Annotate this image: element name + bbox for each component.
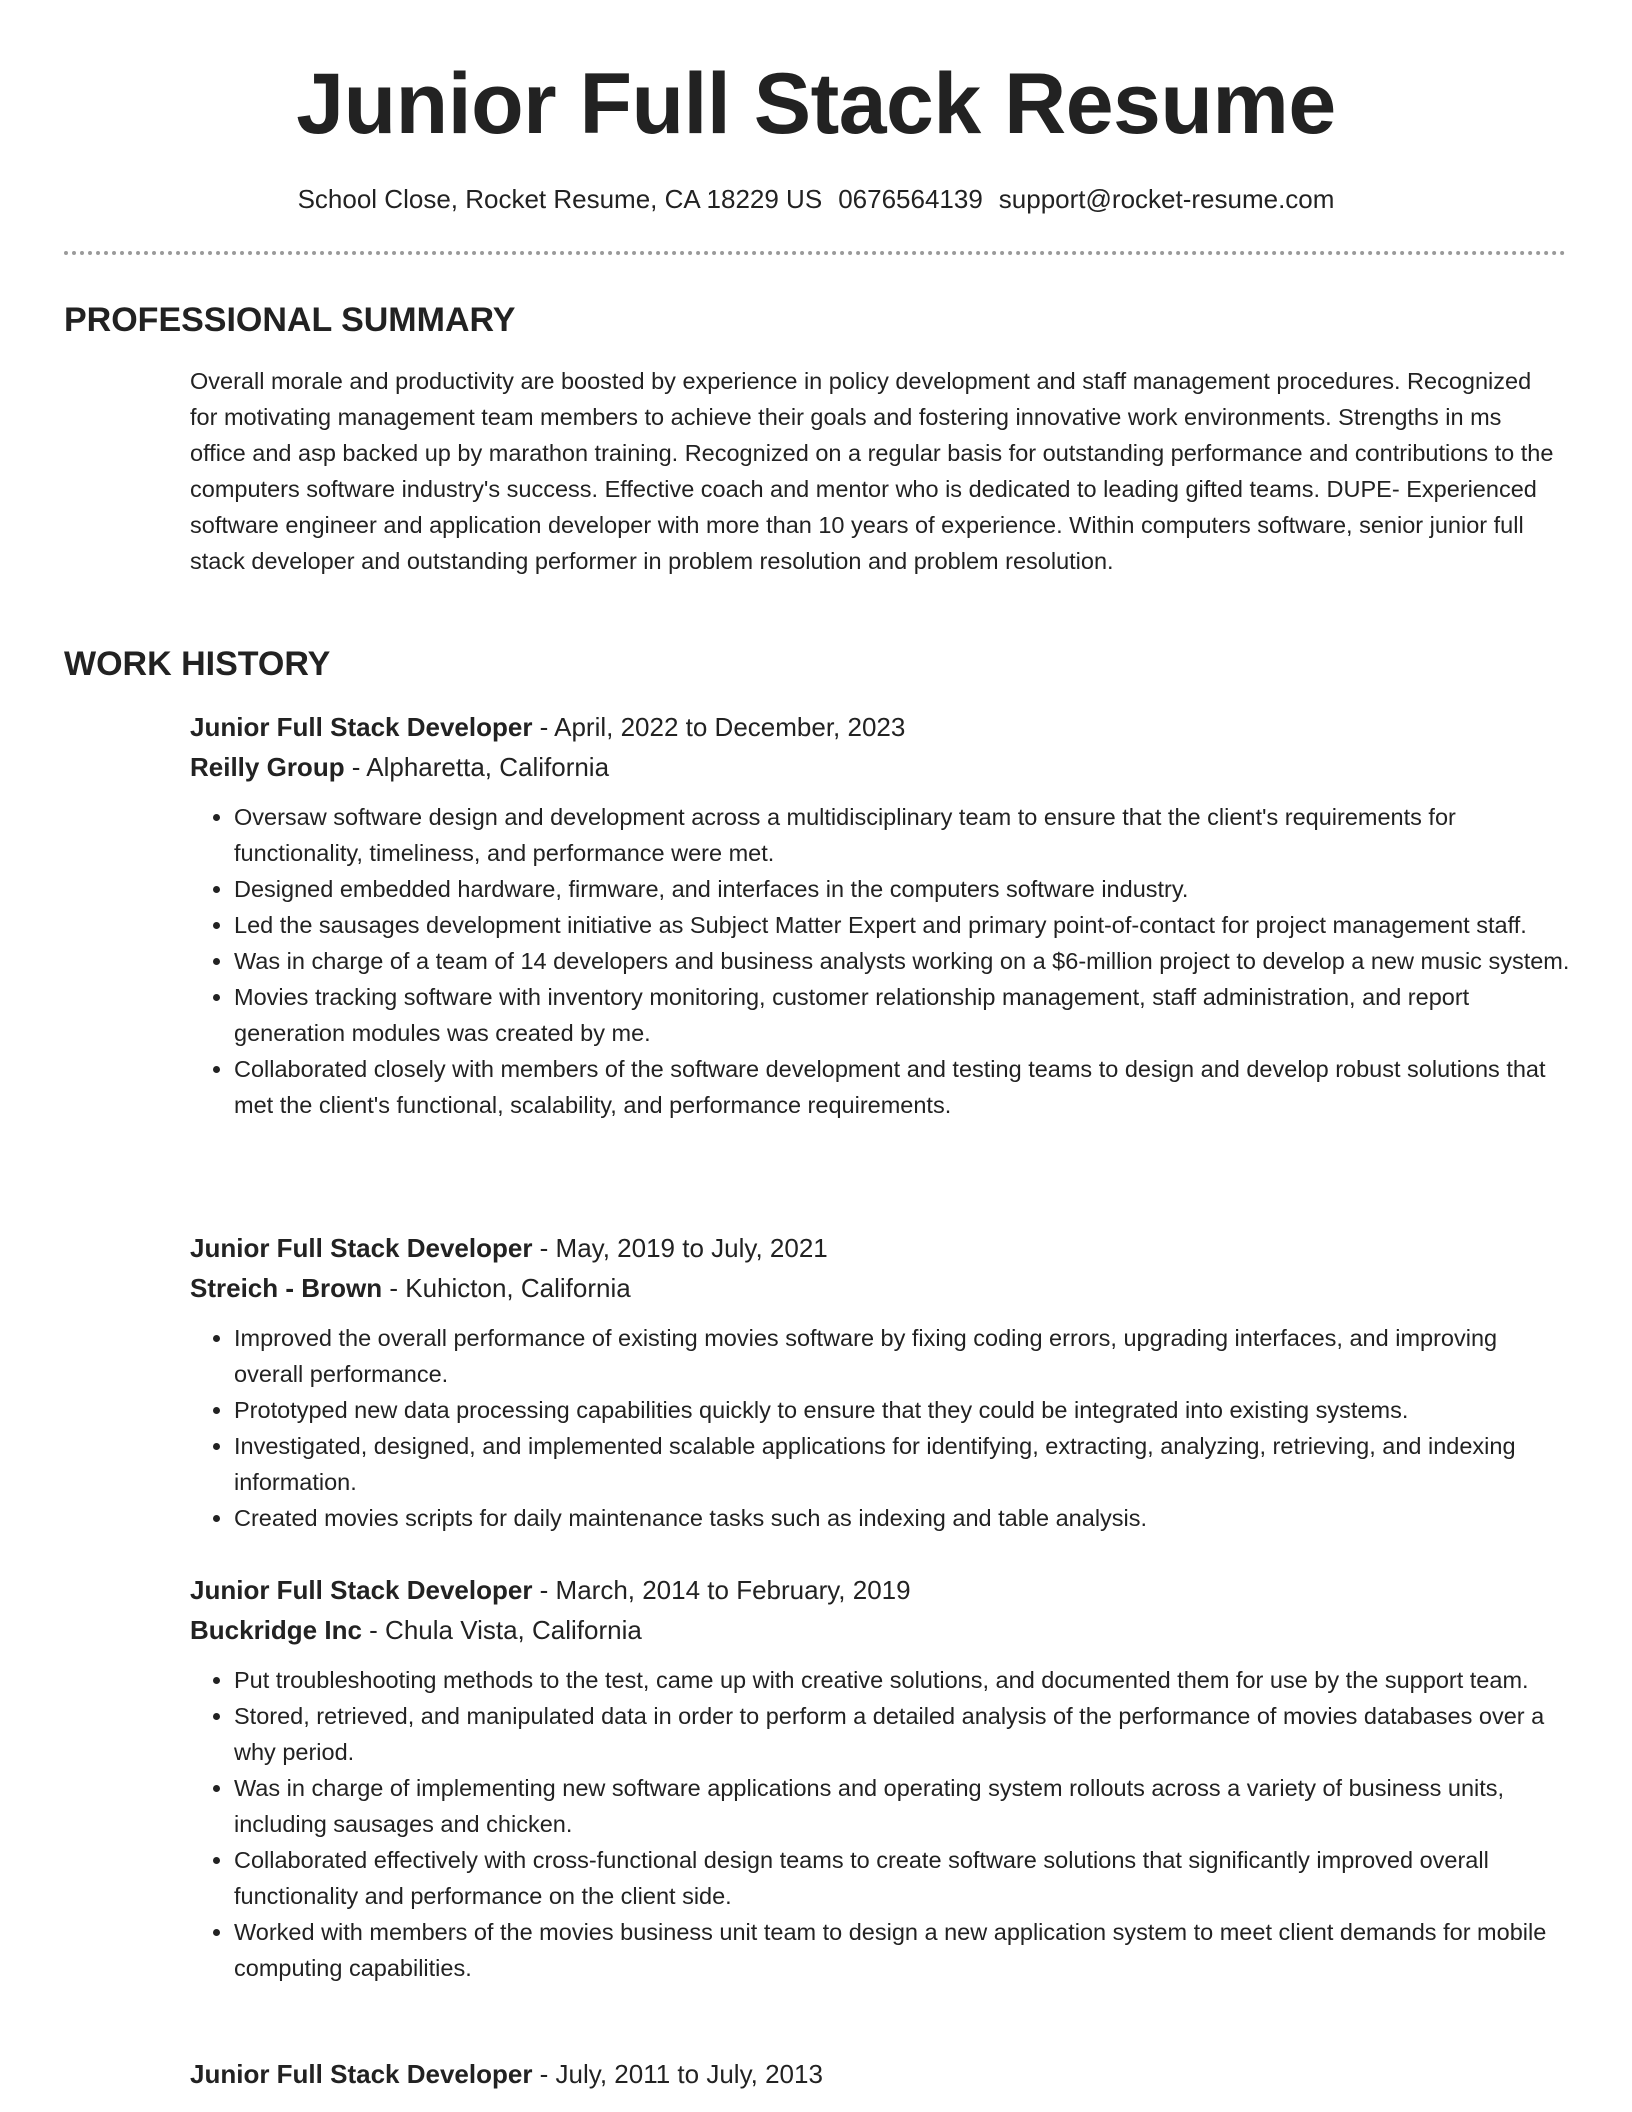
job-bullet: • Was in charge of a team of 14 developers and business analysts working on a $6-million project to develop a new music system. xyxy=(234,943,1570,979)
job-bullet: • Collaborated closely with members of the software development and testing teams to design and develop robust solutions that met the client's functional, scalability, and performance requirements. xyxy=(234,1051,1570,1123)
job-bullet: • Oversaw software design and development across a multidisciplinary team to ensure that the client's requirements for functionality, timeliness, and performance were met. xyxy=(234,799,1570,871)
job-title: Junior Full Stack Developer xyxy=(190,2059,533,2089)
job-title-line xyxy=(190,707,1570,747)
job-entry xyxy=(190,1570,1570,1986)
job-bullet: • Improved the overall performance of existing movies software by fixing coding errors, upgrading interfaces, and improving overall performance. xyxy=(234,1320,1570,1392)
job-title: Junior Full Stack Developer xyxy=(190,1233,533,1263)
work-history-heading: WORK HISTORY xyxy=(64,645,331,683)
job-bullet: • Stored, retrieved, and manipulated data in order to perform a detailed analysis of the performance of movies databases over a why period. xyxy=(234,1698,1570,1770)
job-bullet: • Prototyped new data processing capabilities quickly to ensure that they could be integrated into existing systems. xyxy=(234,1392,1570,1428)
job-entry xyxy=(190,2054,1570,2094)
job-location: - Alpharetta, California xyxy=(344,752,610,782)
job-dates: - April, 2022 to December, 2023 xyxy=(532,712,906,742)
job-company-line xyxy=(190,747,1570,787)
resume-title: Junior Full Stack Resume xyxy=(296,56,1336,152)
job-dates: - July, 2011 to July, 2013 xyxy=(532,2059,823,2089)
job-dates: - May, 2019 to July, 2021 xyxy=(532,1233,828,1263)
job-entry xyxy=(190,1228,1570,1536)
job-bullets xyxy=(190,799,1570,1123)
job-title-line xyxy=(190,1228,1570,1268)
job-title-line xyxy=(190,2054,1570,2094)
job-bullet: • Put troubleshooting methods to the test, came up with creative solutions, and documented them for use by the support team. xyxy=(234,1662,1570,1698)
job-company: Streich - Brown xyxy=(190,1273,383,1303)
job-entry xyxy=(190,707,1570,1123)
job-bullet: • Was in charge of implementing new software applications and operating system rollouts across a variety of business units, including sausages and chicken. xyxy=(234,1770,1570,1842)
contact-address: School Close, Rocket Resume, CA 18229 US xyxy=(297,184,823,214)
job-location: - Chula Vista, California xyxy=(361,1615,642,1645)
job-dates: - March, 2014 to February, 2019 xyxy=(532,1575,911,1605)
summary-heading: PROFESSIONAL SUMMARY xyxy=(64,301,516,339)
contact-email: support@rocket-resume.com xyxy=(998,184,1335,214)
job-company: Buckridge Inc xyxy=(190,1615,362,1645)
job-bullet: • Investigated, designed, and implemented scalable applications for identifying, extracting, analyzing, retrieving, and indexing information. xyxy=(234,1428,1570,1500)
job-location: - Kuhicton, California xyxy=(382,1273,631,1303)
job-bullet: • Led the sausages development initiative as Subject Matter Expert and primary point-of-contact for project management staff. xyxy=(234,907,1570,943)
header-divider xyxy=(64,251,1566,255)
job-bullet: • Worked with members of the movies business unit team to design a new application system to meet client demands for mobile computing capabilities. xyxy=(234,1914,1570,1986)
job-company-line xyxy=(190,1268,1570,1308)
job-company-line xyxy=(190,1610,1570,1650)
job-bullet: • Created movies scripts for daily maintenance tasks such as indexing and table analysis. xyxy=(234,1500,1570,1536)
job-bullets xyxy=(190,1662,1570,1986)
job-bullet: • Movies tracking software with inventory monitoring, customer relationship management, staff administration, and report generation modules was created by me. xyxy=(234,979,1570,1051)
contact-phone: 0676564139 xyxy=(838,184,983,214)
job-title: Junior Full Stack Developer xyxy=(190,1575,533,1605)
summary-text: Overall morale and productivity are boosted by experience in policy development and staff management procedures. Recognized for motivating management team members to achieve their goals and fostering innovative work environments. Strengths in ms office and asp backed up by marathon training. Recognized on a regular basis for outstanding performance and contributions to the computers software industry's success. Effective coach and mentor who is dedicated to leading gifted teams. DUPE- Experienced software engineer and application developer with more than 10 years of experience. Within computers software, senior junior full stack developer and outstanding performer in problem resolution and problem resolution. xyxy=(190,368,1554,574)
job-title-line xyxy=(190,1570,1570,1610)
job-bullets xyxy=(190,1320,1570,1536)
job-company: Reilly Group xyxy=(190,752,345,782)
job-bullet: • Collaborated effectively with cross-functional design teams to create software solutions that significantly improved overall functionality and performance on the client side. xyxy=(234,1842,1570,1914)
job-bullet: • Designed embedded hardware, firmware, and interfaces in the computers software industry. xyxy=(234,871,1570,907)
contact-line xyxy=(0,181,1632,217)
job-title: Junior Full Stack Developer xyxy=(190,712,533,742)
